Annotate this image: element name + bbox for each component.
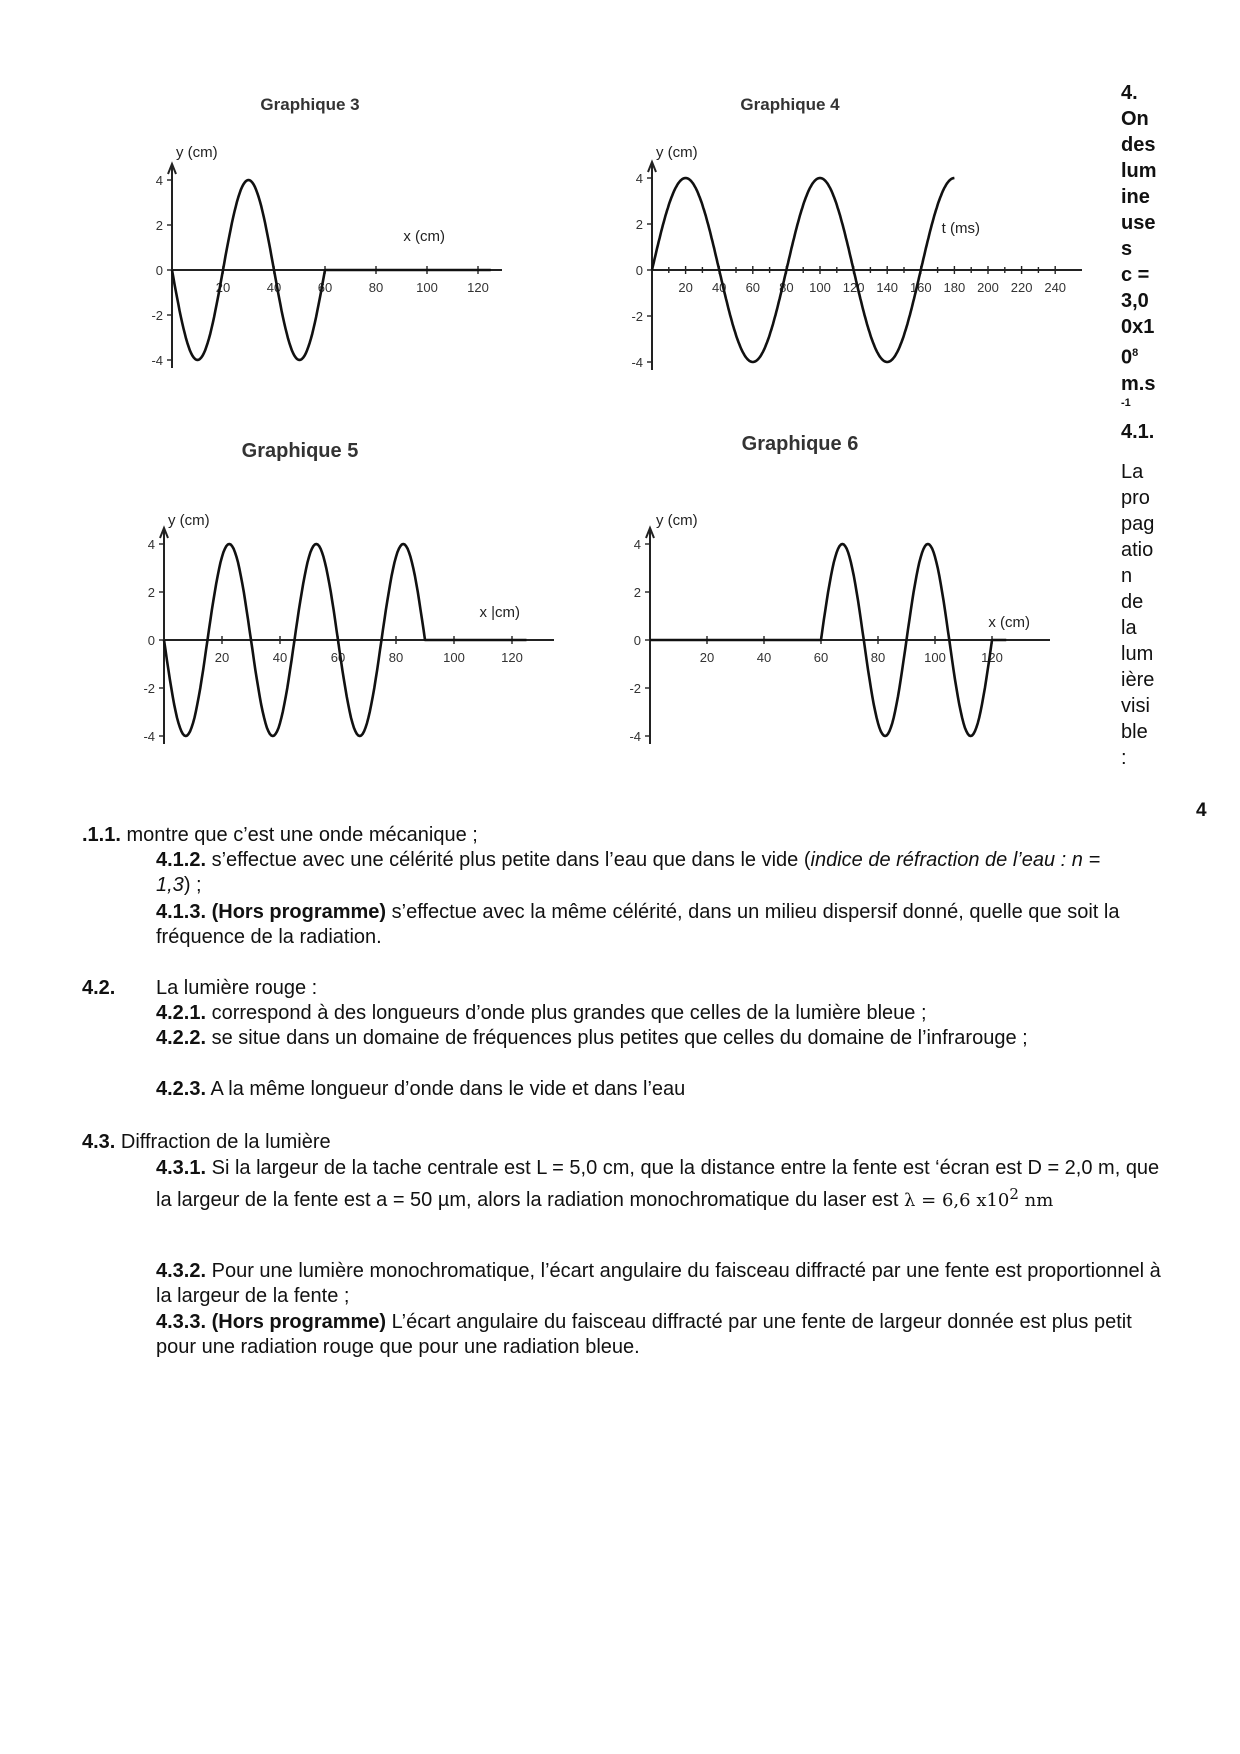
question-4-1-1: .1.1. montre que c’est une onde mécanique ; xyxy=(82,824,478,846)
question-4-2-1: 4.2.1. correspond à des longueurs d’onde plus grandes que celles de la lumière bleue ; xyxy=(156,1002,927,1024)
graph-title: Graphique 5 xyxy=(241,440,359,462)
x-tick-label: 80 xyxy=(388,650,404,665)
question-4-1-3: 4.1.3. (Hors programme) s’effectue avec la même célérité, dans un milieu dispersif donné, quelle que soit la fréquence de la radiation. xyxy=(156,901,1120,948)
side-section-num: 4. xyxy=(1121,82,1138,104)
question-4-2-num: 4.2. xyxy=(82,977,116,999)
y-tick-label: 0 xyxy=(633,633,641,648)
side-sub-line: n xyxy=(1121,564,1133,587)
y-axis-label: y (cm) xyxy=(656,512,698,529)
y-tick-label: 4 xyxy=(633,537,641,552)
x-tick-label: 40 xyxy=(266,280,282,295)
x-tick-label: 20 xyxy=(678,280,693,295)
x-tick-label: 20 xyxy=(215,280,231,295)
graph-title: Graphique 4 xyxy=(740,95,840,114)
graph-6-svg xyxy=(630,435,1090,765)
y-tick-label: 2 xyxy=(633,585,641,600)
y-tick-label: -2 xyxy=(143,681,155,696)
y-tick-label: 4 xyxy=(635,171,643,186)
x-axis-label: x (cm) xyxy=(988,614,1030,631)
question-4-2-heading: La lumière rouge : xyxy=(156,977,318,999)
side-sub-line: atio xyxy=(1121,538,1154,561)
question-4-1-2: 4.1.2. s’effectue avec une célérité plus petite dans l’eau que dans le vide (indice de réfraction de l’eau : n = 1,3) ; xyxy=(156,849,1101,896)
side-c-exp-line: $0^8$ xyxy=(1121,346,1139,369)
x-tick-label: 60 xyxy=(317,280,333,295)
page-number: 4 xyxy=(1196,800,1207,821)
y-tick-label: 0 xyxy=(147,633,155,648)
graph-title: Graphique 6 xyxy=(741,433,859,455)
x-tick-label: 100 xyxy=(924,650,946,665)
x-tick-label: 100 xyxy=(443,650,465,665)
y-tick-label: 0 xyxy=(635,263,643,278)
question-4-2-3: 4.2.3. A la même longueur d’onde dans le vide et dans l’eau xyxy=(156,1078,686,1100)
side-title-line: des xyxy=(1121,134,1156,156)
side-sub-line: visi xyxy=(1121,694,1150,717)
x-tick-label: 60 xyxy=(745,280,761,295)
x-tick-label: 60 xyxy=(813,650,829,665)
side-sub-line: de xyxy=(1121,590,1144,613)
side-title-line: On xyxy=(1121,108,1149,130)
y-tick-label: -2 xyxy=(629,681,641,696)
x-tick-label: 140 xyxy=(876,280,899,295)
x-tick-label: 100 xyxy=(809,280,831,295)
x-tick-label: 80 xyxy=(779,280,794,295)
x-tick-label: 80 xyxy=(368,280,384,295)
y-tick-label: 0 xyxy=(155,263,163,278)
side-c-exponent: 8 xyxy=(1132,347,1139,359)
y-axis-label: y (cm) xyxy=(656,144,698,161)
y-axis-label: y (cm) xyxy=(168,512,210,529)
side-sub-line: ble xyxy=(1121,720,1148,743)
graph-6 xyxy=(630,435,1090,770)
y-tick-label: 4 xyxy=(147,537,155,552)
graph-3-svg xyxy=(140,95,560,405)
y-tick-label: 4 xyxy=(155,173,163,188)
graph-4 xyxy=(620,95,1090,410)
graph-4-svg xyxy=(620,95,1090,405)
y-tick-label: -4 xyxy=(631,355,643,370)
graph-title: Graphique 3 xyxy=(260,95,360,114)
y-tick-label: -4 xyxy=(143,729,155,744)
side-sub-line: pro xyxy=(1121,486,1150,509)
wavelength-formula: λ = 6,6 $x10^2$ nm xyxy=(904,1185,1054,1211)
side-c-line: 0x1 xyxy=(1121,316,1155,338)
side-title-line: lum xyxy=(1121,160,1157,182)
x-tick-label: 160 xyxy=(909,280,932,295)
question-4-2-2: 4.2.2. se situe dans un domaine de fréquences plus petites que celles du domaine de l’infrarouge ; xyxy=(156,1027,1028,1049)
side-title-line: ine xyxy=(1121,186,1150,208)
x-tick-label: 40 xyxy=(272,650,288,665)
x-tick-label: 120 xyxy=(501,650,523,665)
y-tick-label: 2 xyxy=(155,218,163,233)
x-tick-label: 20 xyxy=(214,650,230,665)
side-sub-line: ière xyxy=(1121,668,1155,691)
x-tick-label: 200 xyxy=(977,280,999,295)
x-tick-label: 60 xyxy=(330,650,346,665)
x-axis-label: t (ms) xyxy=(941,220,980,237)
y-axis-label: y (cm) xyxy=(176,144,218,161)
side-unit-exponent: -1 xyxy=(1121,396,1131,409)
side-column xyxy=(1121,80,1167,771)
side-sub-num: 4.1. xyxy=(1121,420,1155,443)
question-4-3-3: 4.3.3. (Hors programme) L’écart angulaire du faisceau diffracté par une fente de largeur donnée est plus petit pour une radiation rouge que pour une radiation bleue. xyxy=(156,1311,1132,1358)
y-tick-label: -4 xyxy=(629,729,641,744)
x-tick-label: 180 xyxy=(943,280,966,295)
x-tick-label: 100 xyxy=(416,280,438,295)
y-tick-label: -2 xyxy=(631,309,643,324)
x-tick-label: 120 xyxy=(842,280,865,295)
side-sub-line: la xyxy=(1121,616,1137,639)
x-tick-label: 20 xyxy=(699,650,715,665)
x-tick-label: 40 xyxy=(756,650,772,665)
x-tick-label: 120 xyxy=(467,280,489,295)
x-axis-label: x |cm) xyxy=(479,604,520,621)
x-tick-label: 40 xyxy=(711,280,727,295)
y-tick-label: -4 xyxy=(151,353,163,368)
question-4-3-1: 4.3.1. Si la largeur de la tache centrale est L = 5,0 cm, que la distance entre la fente est ‘écran est D = 2,0 m, que la largeur de la fente est a = 50 µm, alors la radiation monochromatique du laser est λ = 6,6 $x10^2$ nm xyxy=(156,1157,1160,1211)
side-sub-line: La xyxy=(1121,460,1144,483)
side-sub-line: : xyxy=(1121,746,1127,769)
x-tick-label: 120 xyxy=(981,650,1003,665)
question-4-3: 4.3. Diffraction de la lumière xyxy=(82,1131,331,1153)
question-4-3-2: 4.3.2. Pour une lumière monochromatique, l’écart angulaire du faisceau diffracté par une fente est proportionnel à la largeur de la fente ; xyxy=(156,1260,1161,1307)
side-title-line: use xyxy=(1121,212,1156,234)
graph-5 xyxy=(130,435,580,770)
x-tick-label: 220 xyxy=(1010,280,1033,295)
side-c-line: 3,0 xyxy=(1121,290,1149,312)
side-sub-line: lum xyxy=(1121,642,1154,665)
side-unit: m.s xyxy=(1121,372,1156,395)
x-axis-label: x (cm) xyxy=(403,228,445,245)
side-sub-line: pag xyxy=(1121,512,1155,535)
graph-3 xyxy=(140,95,560,410)
graph-5-svg xyxy=(130,435,580,765)
side-c-line: c = xyxy=(1121,264,1150,286)
y-tick-label: 2 xyxy=(147,585,155,600)
x-tick-label: 80 xyxy=(870,650,886,665)
x-tick-label: 240 xyxy=(1044,280,1067,295)
side-title-line: s xyxy=(1121,238,1133,260)
y-tick-label: -2 xyxy=(151,308,163,323)
y-tick-label: 2 xyxy=(635,217,643,232)
